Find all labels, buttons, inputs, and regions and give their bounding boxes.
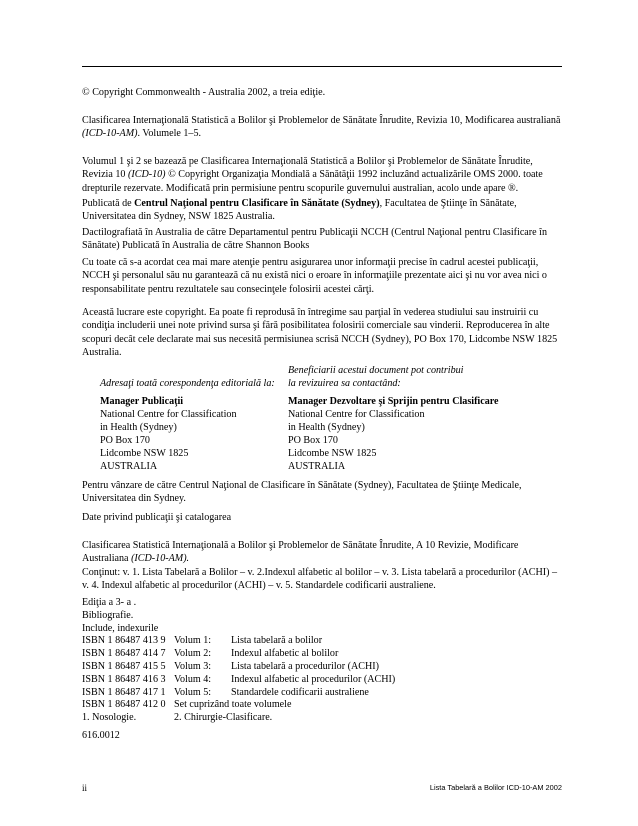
top-rule [82,66,562,67]
isbn-description: Indexul alfabetic al procedurilor (ACHI) [231,673,396,685]
page-number: ii [82,783,88,793]
isbn-row [82,661,395,674]
publisher-suffix: , Facultatea de Ştiinţe în Sănătate, Universitatea din Sydney, NSW 1825 Australia. [82,198,517,223]
copyright-text: © Copyright Commonwealth - Australia 2002, a treia ediţie. [82,87,326,98]
isbn-number: ISBN 1 86487 413 9 [82,635,166,646]
isbn-number: ISBN 1 86487 416 3 [82,673,166,685]
isbn-number: ISBN 1 86487 415 5 [82,660,166,672]
publisher-prefix: Publicată de [82,198,135,209]
contact-right-heading-1: Beneficiarii acestui document pot contribui [288,365,464,376]
copyright-work-text: Această lucrare este copyright. Ea poate fi reprodusă în întregime sau parţial în vederea studiului sau instruirii cu condiţia includerii unei note privind sursa şi fără posibilitatea folosirii comerciale sau vinderii. Reproducerea în alte scopuri decât cele declarate mai sus necesită permisiunea scrisă NCCH (Sydney), PO Box 170, Lidcombe NSW 1825 Australia. [82,307,558,359]
isbn-number: ISBN 1 86487 412 0 [82,699,166,711]
isbn-table [82,635,395,725]
catalog-contents: Conţinut: v. 1. Lista Tabelară a Bolilor – v. 2.Indexul alfabetic al bolilor – v. 3. Lista tabelară a procedurilor (ACHI) – v. 4. Indexul alfabetic al procedurilor (ACHI) – v. 5. Standardele codificarii australiene. [82,566,558,592]
isbn-volume: Volum 1: [174,635,212,646]
isbn-volume: Volum 5: [174,686,212,698]
contact-left-address [100,396,237,473]
publisher-org: Centrul Naţional pentru Clasificare în Sănătate (Sydney) [134,198,380,209]
isbn-volume: Volum 3: [174,660,212,672]
isbn-description: Lista tabelară a bolilor [231,635,323,646]
copyright-line [82,86,562,99]
contact-right-address [288,396,499,473]
contact-right-line: AUSTRALIA [288,460,346,472]
catalog-paragraph [82,539,562,593]
edition-line: Include, indexurile [82,622,159,634]
dewey-number [82,729,562,742]
catalog-code: (ICD-10-AM). [131,553,190,565]
isbn-description: Standardele codificarii australiene [231,686,369,698]
contact-right-heading-2: la revizuirea sa contactând: [288,378,401,389]
contact-left-heading-text: Adresaţi toată corespondenţa editorială la: [100,378,275,389]
contact-right-line: in Health (Sydney) [288,421,365,433]
edition-block [82,597,158,636]
contact-right-line: National Centre for Classification [288,408,425,420]
isbn-volume: Set cuprizând toate volumele [174,699,292,711]
subject-heading: 2. Chirurgie-Clasificare. [174,712,273,724]
disclaimer-text: Cu toate că s-a acordat cea mai mare atenţie pentru asigurarea unor informaţii precise în cadrul acestei publicaţii, NCCH şi personalul său nu garantează că nu există nici o eroare în informaţiile prezentate aici şi nu vor avea nici o responsabilitate pentru rezultatele sau consecinţele folosirii acestei cărţi. [82,257,547,295]
contact-left-line: PO Box 170 [100,434,150,446]
volume-note-text: Volumul 1 şi 2 se bazează pe Clasificarea Internaţională Statistică a Bolilor şi Problemelor de Sănătate Înrudite, Revizia 10 [82,156,533,181]
publisher-paragraph [82,197,562,224]
isbn-row [82,674,395,687]
contact-left-title: Manager Publicaţii [100,396,184,407]
isbn-number: ISBN 1 86487 414 7 [82,647,166,659]
volume-note-rest: © Copyright Organizaţia Mondială a Sănătăţii 1992 incluzând actualizările OMS 2000. toate drepturile rezervate. Modificată prin permisiune pentru scopurile guvernului australian, acolo unde apare ®. [82,169,543,194]
catalog-heading [82,511,562,524]
edition-line: Ediţia a 3- a . [82,597,137,608]
isbn-volume: Volum 4: [174,673,212,685]
subject-heading: 1. Nosologie. [82,712,137,724]
contact-right-title: Manager Dezvoltare şi Sprijin pentru Clasificare [288,396,499,407]
isbn-row [82,635,395,648]
classification-text: Clasificarea Internaţională Statistică a Bolilor şi Problemelor de Sănătate Înrudite, Revizia 10, Modificarea australiană [82,115,561,126]
volume-note-paragraph [82,155,562,195]
classification-code: (ICD-10-AM) [82,128,138,140]
contact-right-heading [288,365,488,378]
isbn-volume: Volum 2: [174,647,212,659]
contact-left-line: National Centre for Classification [100,408,237,420]
copyright-work-paragraph [82,306,562,360]
isbn-description: Lista tabelară a procedurilor (ACHI) [231,660,379,672]
dewey-text: 616.0012 [82,730,120,741]
catalog-text: Clasificarea Statistică Internaţională a Bolilor şi Problemelor de Sănătate Înrudite, A 10 Revizie, Modificare Australiana [82,540,519,565]
isbn-description: Indexul alfabetic al bolilor [231,647,339,659]
contact-left-line: AUSTRALIA [100,460,158,472]
contact-right-line: Lidcombe NSW 1825 [288,447,377,459]
isbn-row [82,712,395,725]
typed-paragraph [82,226,562,253]
running-footer: Lista Tabelară a Bolilor ICD-10-AM 2002 [429,783,562,792]
contact-right-heading-line2 [288,378,401,391]
sales-paragraph [82,479,562,506]
isbn-row [82,648,395,661]
catalog-heading-text: Date privind publicaţii şi catalogarea [82,512,232,523]
classification-volumes: . Volumele 1–5. [137,128,202,140]
sales-text: Pentru vânzare de către Centrul Naţional de Clasificare în Sănătate (Sydney), Facultatea de Ştiinţe Medicale, Universitatea din Sydney. [82,480,522,505]
isbn-number: ISBN 1 86487 417 1 [82,686,166,698]
classification-paragraph [82,114,562,141]
isbn-row [82,699,395,712]
contact-right-line: PO Box 170 [288,434,338,446]
edition-line: Bibliografie. [82,609,134,621]
isbn-row [82,687,395,700]
contact-left-line: Lidcombe NSW 1825 [100,447,189,459]
typed-text: Dactilografiată în Australia de către Departamentul pentru Publicaţii NCCH (Centrul Naţional pentru Clasificare în Sănătate) Publicată în Australia de către Shannon Books [82,227,548,252]
volume-note-code: (ICD-10) [127,169,166,181]
disclaimer-paragraph [82,256,562,296]
contact-left-heading [100,378,275,391]
contact-left-line: in Health (Sydney) [100,421,177,433]
